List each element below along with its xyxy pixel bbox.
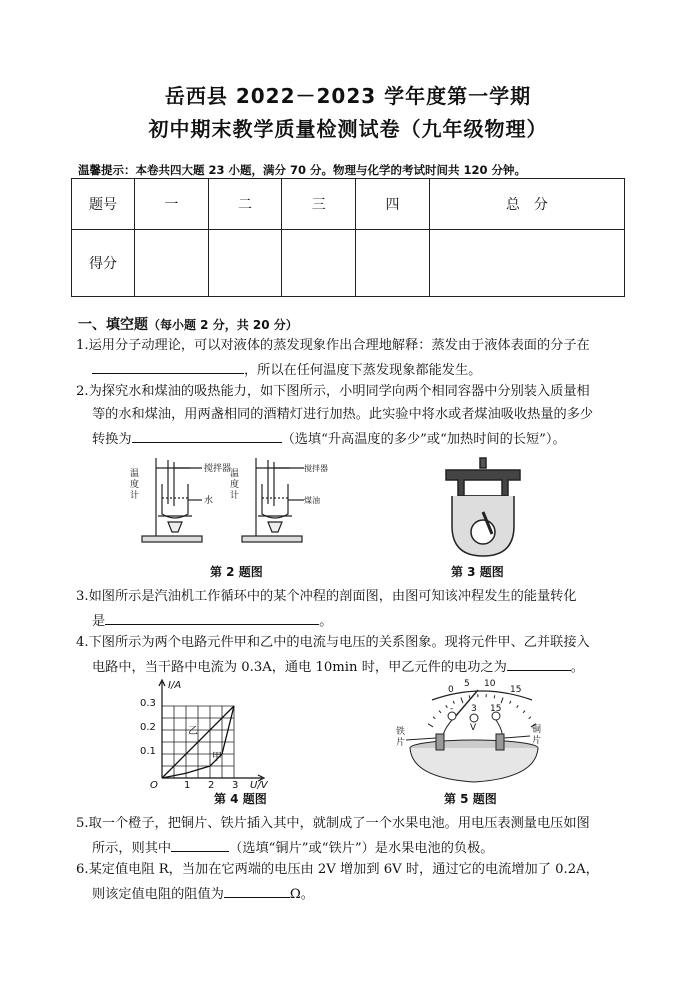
title-line-2: 初中期末教学质量检测试卷（九年级物理）: [148, 117, 548, 141]
dial-tick: [517, 705, 519, 707]
question-5-line-2: [92, 835, 652, 860]
fig2-stirrer-label: 搅拌器: [304, 464, 328, 473]
question-1-text: ，所以在任何温度下蒸发现象都能发生。: [244, 363, 482, 378]
score-cell: 一: [135, 179, 209, 230]
dial-scale-label: 15: [510, 685, 522, 695]
score-table: [71, 178, 625, 297]
y-axis-label: I/A: [168, 680, 182, 691]
fig2-thermometer-char: 温: [230, 469, 240, 479]
score-cell: 四: [356, 179, 430, 230]
dial-tick: [433, 717, 435, 719]
notice: 温馨提示：本卷共四大题 23 小题，满分 70 分。物理与化学的考试时间共 120 分钟。: [78, 163, 527, 177]
dial-scale-label: 5: [464, 679, 470, 689]
question-2-text: 转换为: [92, 432, 132, 447]
y-tick-label: 0.1: [140, 746, 156, 757]
question-2-line-3: [92, 426, 652, 451]
dial-tick: [439, 711, 441, 713]
score-cell: 三: [282, 179, 356, 230]
dial-tick: [523, 711, 525, 713]
fig2-thermometer-char: 度: [130, 480, 140, 490]
section-1-title: [78, 314, 298, 334]
fig2-thermometer-char: 温: [130, 469, 140, 479]
terminal-label: 15: [490, 704, 502, 714]
terminal-label: -: [450, 704, 454, 714]
dial-tick: [446, 705, 448, 707]
fig2-thermometer-char: 计: [130, 491, 140, 501]
dial-tick: [501, 698, 503, 704]
question-6-line-2: [92, 881, 652, 906]
dial-tick: [494, 695, 495, 698]
dial-scale-label: 10: [484, 679, 496, 689]
question-2-text-end: （选填“升高温度的多少”或“加热时间的长短”）。: [281, 432, 566, 447]
title-line-1: 岳西县 2022－2023 学年度第一学期: [164, 84, 532, 108]
series-label-yi: 乙: [188, 726, 198, 737]
question-6-text: 则该定值电阻的阻值为: [92, 887, 224, 902]
origin-label: O: [150, 780, 158, 791]
score-input-cell[interactable]: [208, 230, 282, 297]
score-input-cell[interactable]: [282, 230, 356, 297]
dial-scale-label: 0: [448, 685, 454, 695]
question-5-text: 所示，则其中: [92, 841, 172, 856]
series-label-jia: 甲: [212, 752, 222, 763]
answer-blank-q3[interactable]: [105, 608, 319, 625]
fig2-stirrer-label: 搅拌器: [204, 464, 232, 474]
copper-label-char: 片: [532, 736, 542, 746]
question-6-line-1: 6.某定值电阻 R，当加在它两端的电压由 2V 增加到 6V 时，通过它的电流增加了 0.2A，: [76, 862, 599, 877]
dial-tick: [453, 701, 454, 704]
figure-3-caption: 第 3 题图: [451, 565, 504, 579]
question-5-text-end: （选填“铜片”或“铁片”）是水果电池的负极。: [229, 841, 494, 856]
dial-tick: [461, 698, 463, 704]
question-6-text-end: Ω。: [289, 887, 314, 902]
score-cell: 总 分: [429, 179, 624, 230]
score-table-header-row: [72, 179, 625, 230]
fig2-water-label: 水: [204, 496, 214, 506]
terminal-label: 3: [471, 704, 477, 714]
question-2-line-2: 等的水和煤油，用两盏相同的酒精灯进行加热。此实验中将水或者煤油吸收热量的多少: [92, 407, 594, 422]
question-4-text-end: 。: [570, 660, 584, 675]
score-cell: 题号: [72, 179, 135, 230]
score-row-label: 得分: [72, 230, 135, 297]
answer-blank-q6[interactable]: [224, 881, 290, 898]
question-5-line-1: 5.取一个橙子，把铜片、铁片插入其中，就制成了一个水果电池。用电压表测量电压如图: [76, 816, 590, 831]
copper-label-char: 铜: [532, 725, 542, 735]
figure-4-chart: [138, 676, 278, 792]
answer-blank-q2[interactable]: [132, 426, 282, 443]
x-tick-label: 3: [232, 780, 239, 791]
x-tick-label: 1: [184, 780, 191, 791]
y-tick-label: 0.3: [140, 698, 156, 709]
dial-tick: [428, 724, 433, 727]
figure-4-caption: 第 4 题图: [214, 792, 267, 806]
answer-blank-q4[interactable]: [507, 654, 571, 671]
answer-blank-q5[interactable]: [171, 835, 229, 852]
question-3-text-end: 。: [319, 614, 333, 629]
score-input-cell[interactable]: [135, 230, 209, 297]
question-3-line-2: [92, 608, 652, 633]
dial-tick: [469, 695, 470, 698]
iron-label-char: 片: [396, 738, 406, 748]
question-3-line-1: 3.如图所示是汽油机工作循环中的某个冲程的剖面图，由图可知该冲程发生的能量转化: [76, 589, 577, 604]
figure-5-caption: 第 5 题图: [444, 792, 497, 806]
dial-tick: [510, 701, 511, 704]
x-tick-label: 2: [208, 780, 215, 791]
question-1-line-2: [92, 357, 652, 382]
figure-5-fruit-battery: [392, 678, 560, 786]
question-1-line-1: 1.运用分子动理论，可以对液体的蒸发现象作出合理地解释：蒸发由于液体表面的分子在: [76, 338, 590, 353]
iron-label-char: 铁: [396, 727, 406, 737]
score-table-score-row: [72, 230, 625, 297]
section-1-subtitle: （每小题 2 分，共 20 分）: [148, 318, 298, 332]
score-cell: 二: [208, 179, 282, 230]
fig2-thermometer-char: 度: [230, 480, 240, 490]
figure-2-apparatus: [128, 454, 328, 554]
figure-3-engine: [442, 456, 524, 558]
question-4-text: 电路中，当干路中电流为 0.3A，通电 10min 时，甲乙元件的电功之为: [92, 660, 507, 675]
fig2-kerosene-label: 煤油: [304, 496, 320, 505]
x-axis-label: U/V: [250, 780, 268, 791]
answer-blank-q1[interactable]: [92, 357, 244, 374]
question-3-text: 是: [92, 614, 106, 629]
score-input-cell[interactable]: [429, 230, 624, 297]
section-1-heading: 一、填空题: [78, 317, 148, 333]
question-2-line-1: 2.为探究水和煤油的吸热能力，如下图所示，小明同学向两个相同容器中分别装入质量相: [76, 384, 590, 399]
score-input-cell[interactable]: [356, 230, 430, 297]
question-4-line-1: 4.下图所示为两个电路元件甲和乙中的电流与电压的关系图象。现将元件甲、乙并联接入: [76, 635, 590, 650]
voltmeter-unit: V: [470, 723, 477, 733]
y-tick-label: 0.2: [140, 722, 156, 733]
figure-2-caption: 第 2 题图: [210, 565, 263, 579]
fig2-thermometer-char: 计: [230, 491, 240, 501]
dial-tick: [529, 717, 531, 719]
